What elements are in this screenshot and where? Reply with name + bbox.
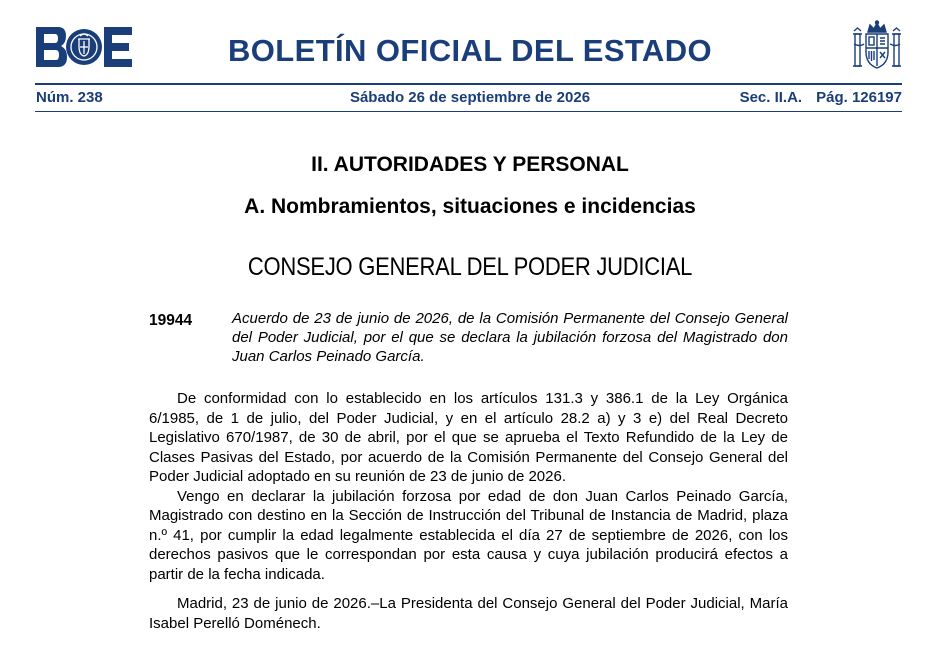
disposition-number: 19944 xyxy=(149,312,193,329)
section-and-page xyxy=(740,88,902,108)
gazette-title: BOLETÍN OFICIAL DEL ESTADO xyxy=(227,33,713,68)
body-paragraph: De conformidad con lo establecido en los artículos 131.3 y 386.1 de la Ley Orgánica 6/1985, de 1 de julio, del Poder Judicial, y en el artículo 28.2 a) y 3 e) del Real Decreto Legislativo 670/1987, de 30 de abril, por el que se aprueba el Texto Refundido de la Ley de Clases Pasivas del Estado, por acuerdo de la Comisión Permanente del Consejo General del Poder Judicial adoptado en su reunión de 23 de junio de 2026. xyxy=(149,390,788,485)
disposition-body xyxy=(149,389,788,633)
issuing-organism: CONSEJO GENERAL DEL PODER JUDICIAL xyxy=(247,253,693,281)
section-subtitle: A. Nombramientos, situaciones e incidencias xyxy=(244,195,696,218)
boe-logo-icon xyxy=(36,27,132,67)
page-number: Pág. 126197 xyxy=(816,89,902,106)
spain-coat-of-arms-icon xyxy=(852,20,902,72)
issue-number: Núm. 238 xyxy=(36,89,103,106)
header-top-rule xyxy=(35,83,902,85)
header-bottom-rule xyxy=(35,111,902,112)
disposition-summary: Acuerdo de 23 de junio de 2026, de la Comisión Permanente del Consejo General del Poder Judicial, por el que se declara la jubilación forzosa del Magistrado don Juan Carlos Peinado García. xyxy=(232,310,788,365)
body-paragraph: Vengo en declarar la jubilación forzosa por edad de don Juan Carlos Peinado García, Magistrado con destino en la Sección de Instrucción del Tribunal de Instancia de Madrid, plaza n.º 41, por cumplir la edad legalmente establecida el día 27 de septiembre de 2026, con los derechos pasivos que le correspondan por esta causa y cuya jubilación producirá efectos a partir de la fecha indicada. xyxy=(149,487,788,583)
section-code: Sec. II.A. xyxy=(739,89,803,106)
signature-paragraph: Madrid, 23 de junio de 2026.–La Presidenta del Consejo General del Poder Judicial, María Isabel Perelló Doménech. xyxy=(149,595,788,632)
section-title: II. AUTORIDADES Y PERSONAL xyxy=(311,153,629,176)
issue-date: Sábado 26 de septiembre de 2026 xyxy=(349,89,591,106)
